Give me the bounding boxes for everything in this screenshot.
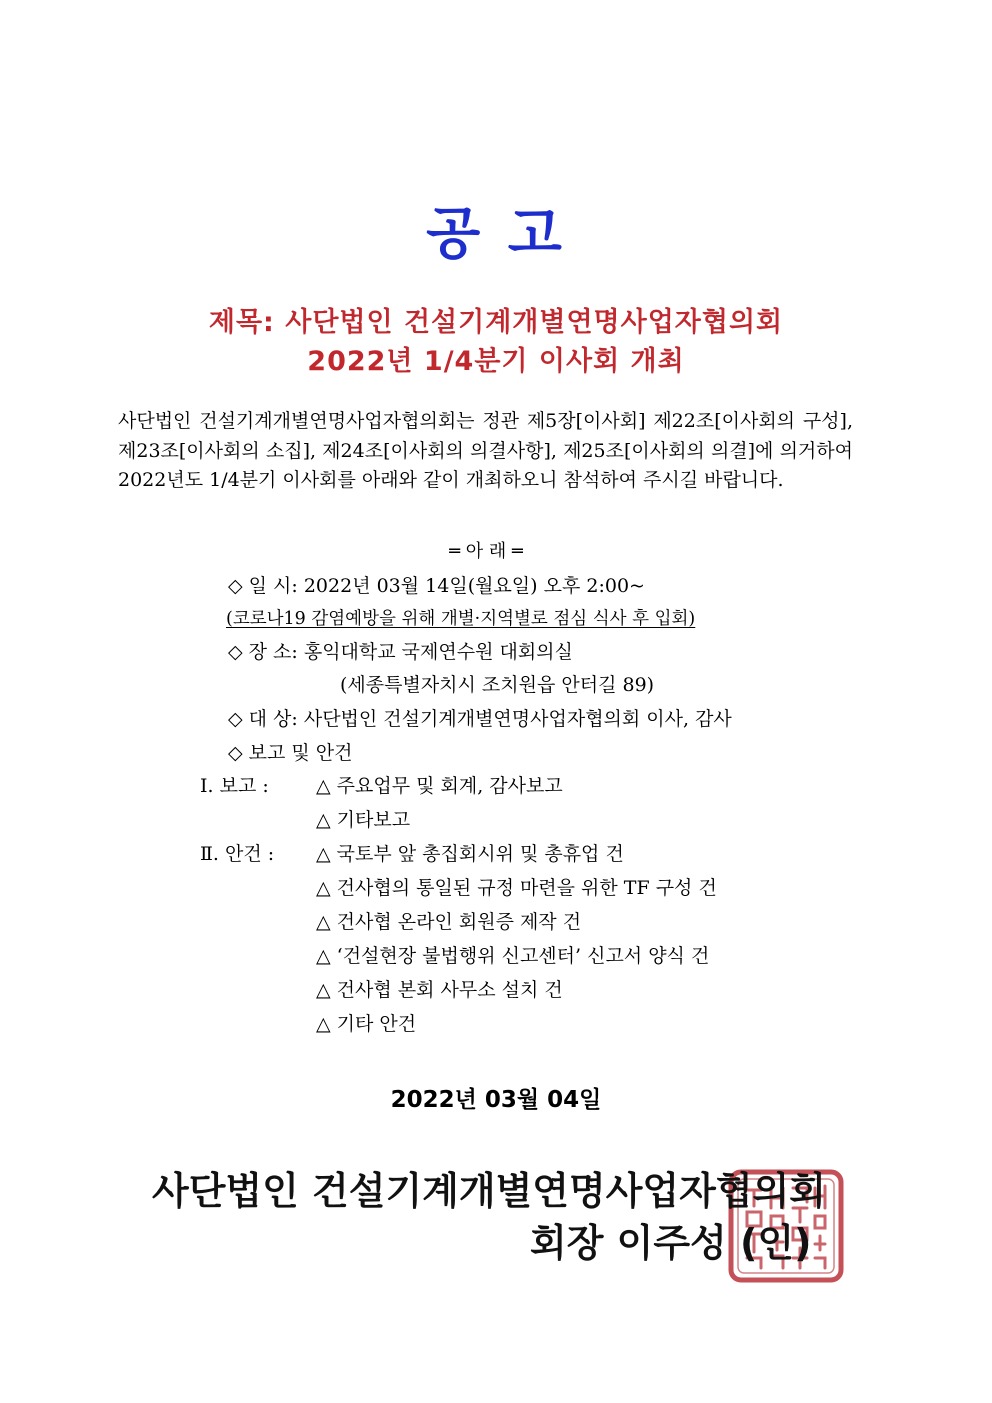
agenda-label: Ⅱ. 안건 : (200, 843, 275, 865)
detail-datetime-note: (코로나19 감염예방을 위해 개별·지역별로 점심 식사 후 입회) (226, 609, 696, 629)
detail-target: ◇ 대 상: 사단법인 건설기계개별연명사업자협의회 이사, 감사 (228, 708, 732, 730)
agenda-item: △ 기타 안건 (316, 1013, 417, 1035)
subject-line-2: 2022년 1/4분기 이사회 개최 (307, 346, 685, 377)
section-heading-below: ═ 아 래 ═ (449, 541, 523, 562)
detail-place-address: (세종특별자치시 조치원읍 안터길 89) (340, 674, 655, 696)
agenda-item: △ ‘건설현장 불법행위 신고센터’ 신고서 양식 건 (316, 945, 710, 967)
report-item: △ 주요업무 및 회계, 감사보고 (316, 775, 563, 797)
notice-date: 2022년 03월 04일 (390, 1087, 602, 1113)
agenda-item: △ 국토부 앞 총집회시위 및 총휴업 건 (316, 843, 624, 865)
report-item: △ 기타보고 (316, 809, 411, 831)
detail-agenda-heading: ◇ 보고 및 안건 (228, 742, 353, 764)
subject-line-1: 제목: 사단법인 건설기계개별연명사업자협의회 (208, 307, 784, 338)
notice-title: 공 고 (426, 202, 566, 267)
reports-label: Ⅰ. 보고 : (200, 775, 269, 797)
agenda-item: △ 건사협 온라인 회원증 제작 건 (316, 911, 582, 933)
agenda-item: △ 건사협 본회 사무소 설치 건 (316, 979, 563, 1001)
detail-datetime: ◇ 일 시: 2022년 03월 14일(월요일) 오후 2:00~ (228, 575, 645, 597)
detail-place: ◇ 장 소: 홍익대학교 국제연수원 대회의실 (228, 641, 573, 663)
body-paragraph: 사단법인 건설기계개별연명사업자협의회는 정관 제5장[이사회] 제22조[이사회의 구성], 제23조[이사회의 소집], 제24조[이사회의 의결사항], 제25조[이사회의 의결]에 의거하여 2022년도 1/4분기 이사회를 아래와 같이 개최하오니 참석하여 주시길 바랍니다. (118, 410, 853, 491)
agenda-item: △ 건사협의 통일된 규정 마련을 위한 TF 구성 건 (316, 877, 717, 899)
signature-org: 사단법인 건설기계개별연명사업자협의회 (152, 1169, 826, 1213)
signature-chair: 회장 이주성 (인) (530, 1221, 812, 1265)
